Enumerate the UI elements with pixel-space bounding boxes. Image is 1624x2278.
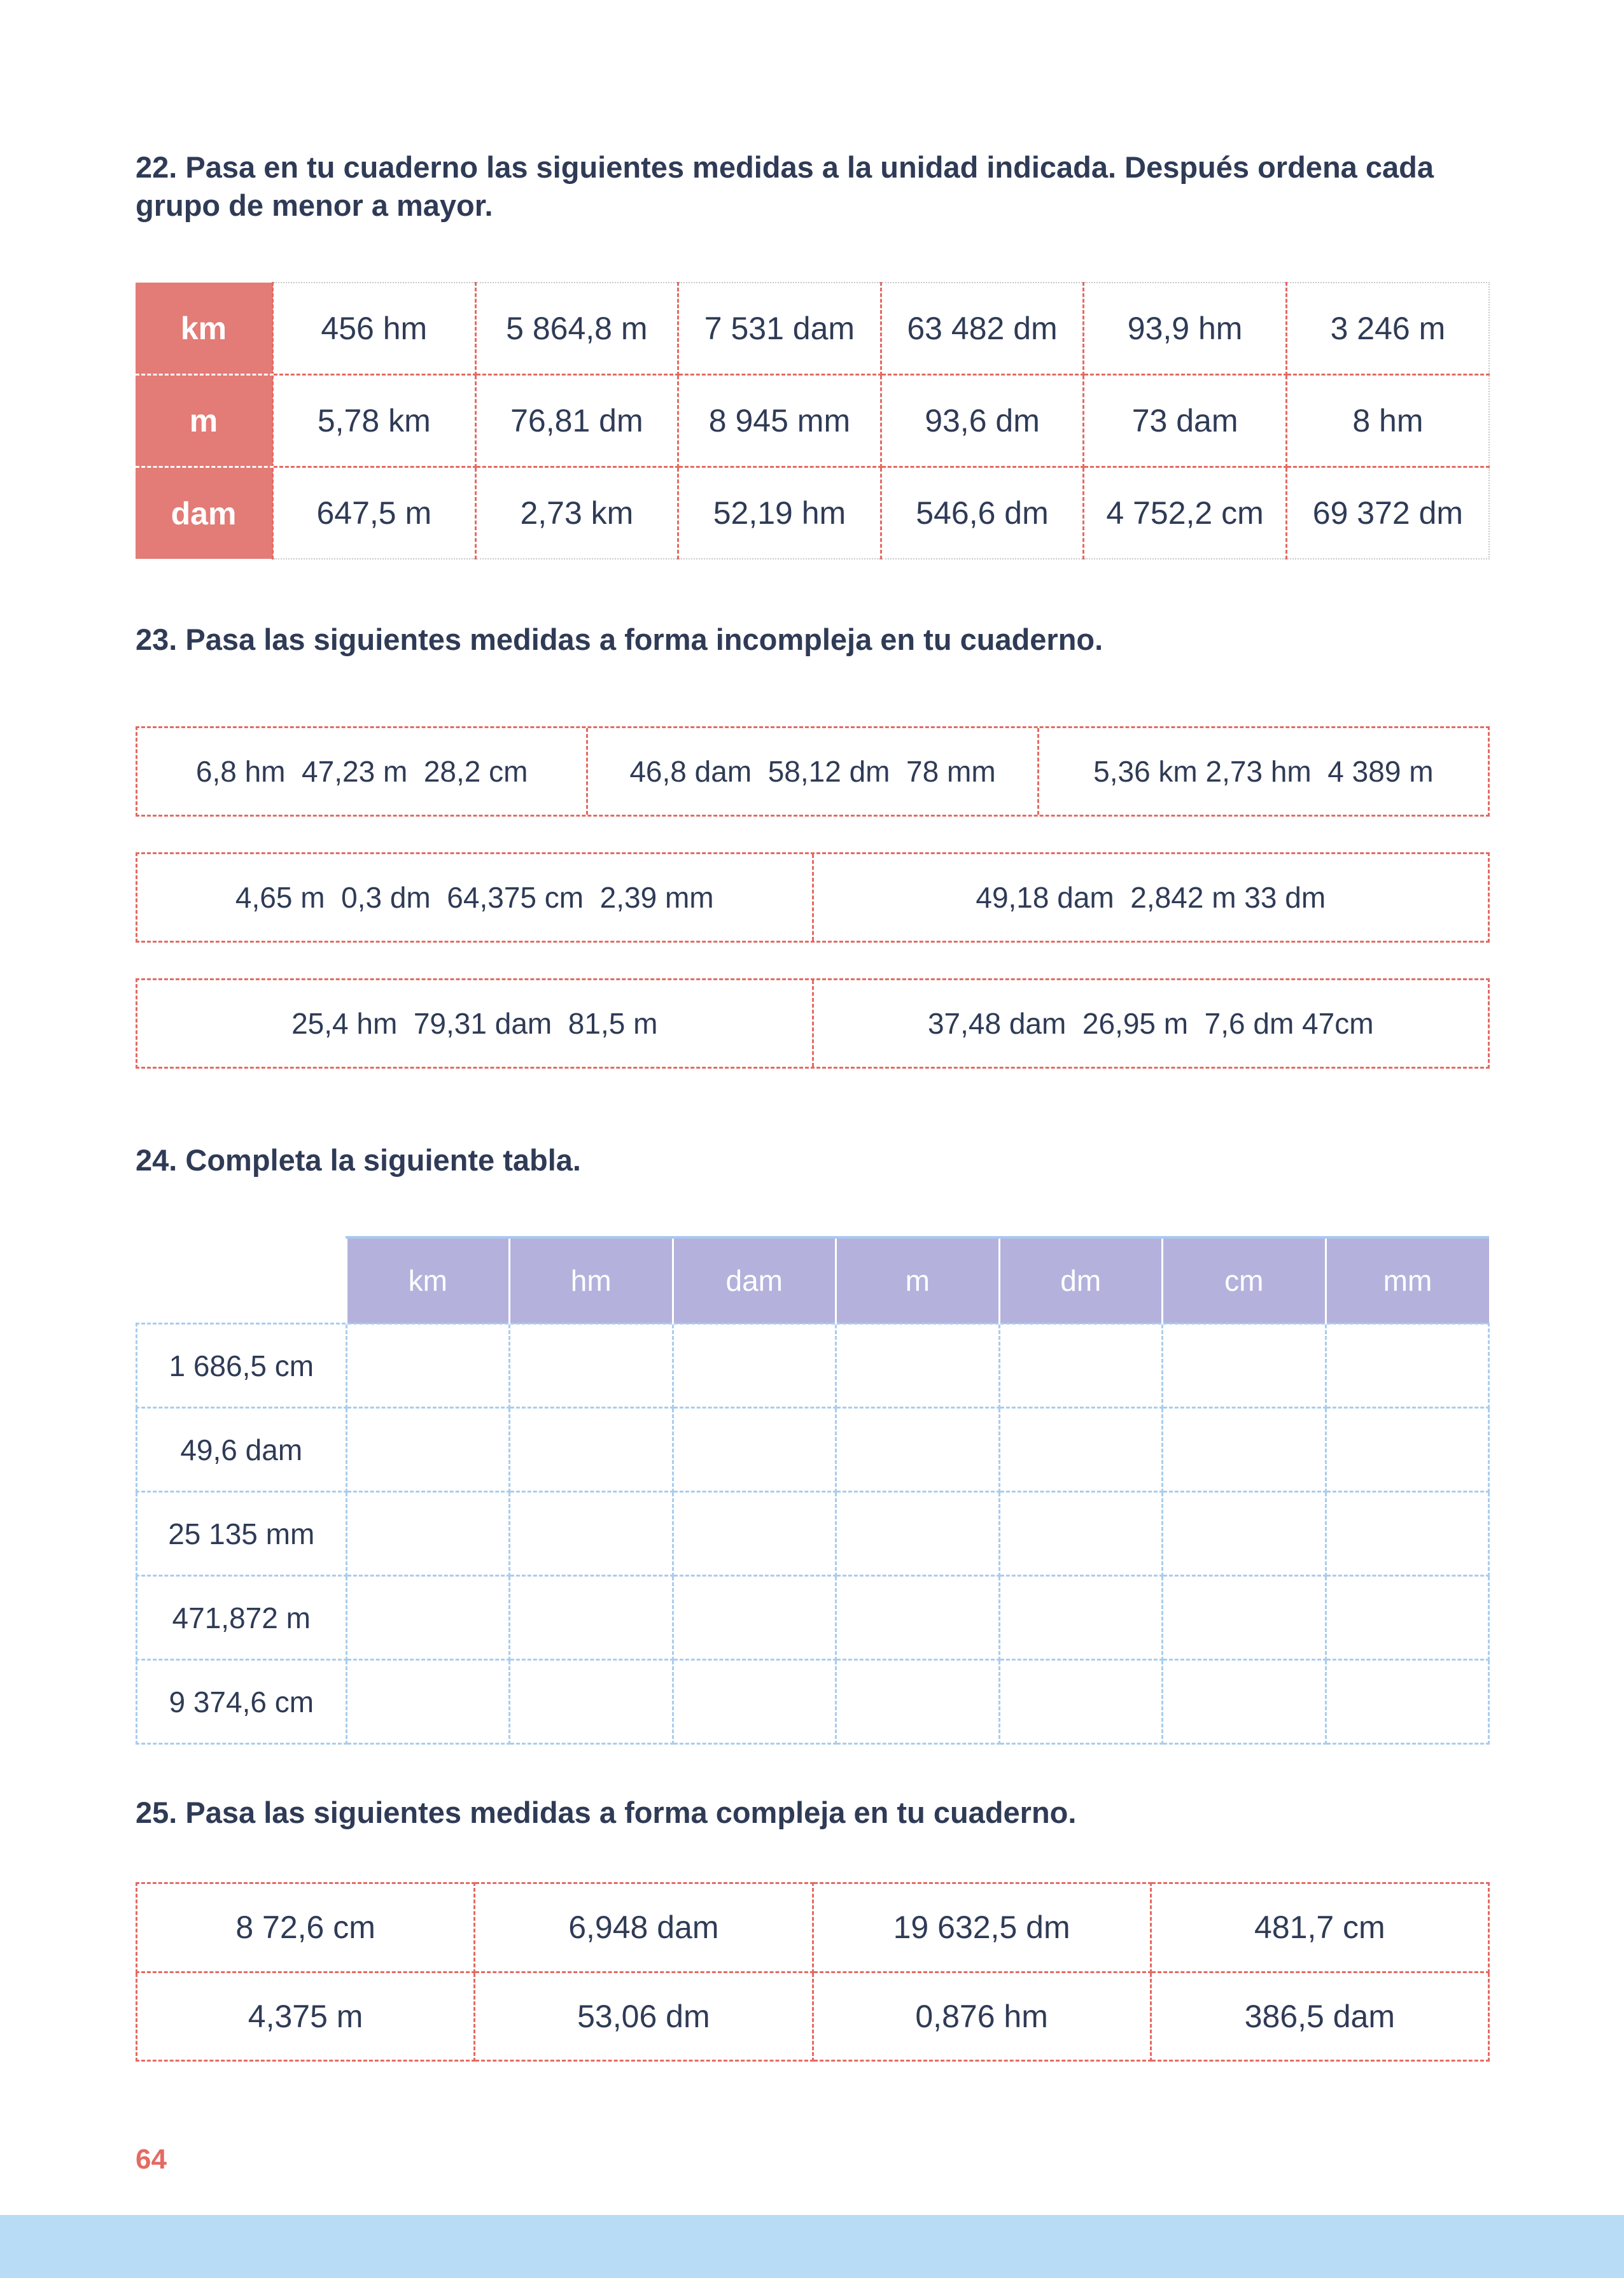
table-row: [136, 375, 1489, 467]
footer-band: [0, 2215, 1624, 2278]
measure-cell: 456 hm: [273, 283, 476, 375]
column-header: mm: [1326, 1237, 1489, 1324]
answer-cell[interactable]: [510, 1576, 673, 1660]
row-label: 9 374,6 cm: [137, 1660, 347, 1744]
exercise-24-table: [136, 1236, 1490, 1745]
exercise-23-box: [136, 852, 1490, 943]
answer-cell[interactable]: [510, 1324, 673, 1408]
measure-cell: 6,948 dam: [475, 1883, 813, 1972]
measure-cell: 2,73 km: [475, 467, 678, 559]
table-header-row: [137, 1237, 1489, 1324]
table-row: [136, 467, 1489, 559]
table-row: [136, 283, 1489, 375]
measure-group: 6,8 hm 47,23 m 28,2 cm: [195, 755, 528, 788]
answer-cell[interactable]: [1163, 1660, 1326, 1744]
answer-cell[interactable]: [836, 1324, 1000, 1408]
answer-cell[interactable]: [1163, 1576, 1326, 1660]
measure-cell: 19 632,5 dm: [813, 1883, 1151, 1972]
measure-group: 37,48 dam 26,95 m 7,6 dm 47cm: [812, 980, 1488, 1067]
measure-cell: 5 864,8 m: [475, 283, 678, 375]
answer-cell[interactable]: [510, 1492, 673, 1576]
measure-group: 5,36 km 2,73 hm 4 389 m: [1037, 728, 1488, 815]
table-row: [137, 1408, 1489, 1492]
measure-cell: 8 72,6 cm: [137, 1883, 475, 1972]
exercise-25-heading: 25. Pasa las siguientes medidas a forma compleja en tu cuaderno.: [136, 1796, 1077, 1829]
answer-cell[interactable]: [673, 1408, 836, 1492]
measure-group: 46,8 dam 58,12 dm 78 mm: [586, 728, 1037, 815]
exercise-23-box: [136, 978, 1490, 1069]
exercise-24-heading: 24. Completa la siguiente tabla.: [136, 1143, 581, 1177]
column-header: dam: [673, 1237, 836, 1324]
answer-cell[interactable]: [1326, 1492, 1489, 1576]
answer-cell[interactable]: [999, 1408, 1163, 1492]
measure-group: 4,65 m 0,3 dm 64,375 cm 2,39 mm: [235, 881, 714, 914]
row-label: 471,872 m: [137, 1576, 347, 1660]
measure-cell: 4 752,2 cm: [1084, 467, 1287, 559]
measure-cell: 93,9 hm: [1084, 283, 1287, 375]
measure-cell: 5,78 km: [273, 375, 476, 467]
measure-cell: 93,6 dm: [881, 375, 1084, 467]
answer-cell[interactable]: [999, 1576, 1163, 1660]
measure-cell: 52,19 hm: [678, 467, 881, 559]
measure-cell: 69 372 dm: [1286, 467, 1489, 559]
measure-cell: 481,7 cm: [1151, 1883, 1488, 1972]
answer-cell[interactable]: [1163, 1324, 1326, 1408]
measure-group: 49,18 dam 2,842 m 33 dm: [812, 854, 1488, 941]
table-row: [137, 1492, 1489, 1576]
answer-cell[interactable]: [836, 1576, 1000, 1660]
answer-cell[interactable]: [346, 1492, 510, 1576]
answer-cell[interactable]: [510, 1408, 673, 1492]
answer-cell[interactable]: [1326, 1324, 1489, 1408]
answer-cell[interactable]: [1163, 1492, 1326, 1576]
unit-cell: m: [136, 375, 273, 467]
page-number: 64: [136, 2144, 167, 2175]
column-header: dm: [999, 1237, 1163, 1324]
measure-cell: 73 dam: [1084, 375, 1287, 467]
measure-cell: 647,5 m: [273, 467, 476, 559]
table-row: [137, 1972, 1489, 2061]
answer-cell[interactable]: [346, 1324, 510, 1408]
column-header: cm: [1163, 1237, 1326, 1324]
unit-cell: km: [136, 283, 273, 375]
answer-cell[interactable]: [346, 1576, 510, 1660]
answer-cell[interactable]: [1163, 1408, 1326, 1492]
measure-cell: 0,876 hm: [813, 1972, 1151, 2061]
exercise-23-box: [136, 726, 1490, 817]
measure-cell: 53,06 dm: [475, 1972, 813, 2061]
table-row: [137, 1576, 1489, 1660]
table-row: [137, 1324, 1489, 1408]
exercise-25-table: [136, 1882, 1490, 2062]
measure-cell: 8 hm: [1286, 375, 1489, 467]
row-label: 25 135 mm: [137, 1492, 347, 1576]
answer-cell[interactable]: [1326, 1408, 1489, 1492]
column-header: hm: [510, 1237, 673, 1324]
answer-cell[interactable]: [346, 1408, 510, 1492]
answer-cell[interactable]: [673, 1324, 836, 1408]
measure-cell: 4,375 m: [137, 1972, 475, 2061]
exercise-22-table: [136, 282, 1490, 559]
row-label: 1 686,5 cm: [137, 1324, 347, 1408]
answer-cell[interactable]: [999, 1660, 1163, 1744]
column-header: m: [836, 1237, 1000, 1324]
answer-cell[interactable]: [836, 1660, 1000, 1744]
answer-cell[interactable]: [673, 1576, 836, 1660]
measure-cell: 386,5 dam: [1151, 1972, 1488, 2061]
answer-cell[interactable]: [836, 1408, 1000, 1492]
exercise-22-heading: 22. Pasa en tu cuaderno las siguientes medidas a la unidad indicada. Después ordena cada grupo de menor a mayor.: [136, 150, 1434, 222]
measure-cell: 7 531 dam: [678, 283, 881, 375]
table-row: [137, 1883, 1489, 1972]
measure-cell: 76,81 dm: [475, 375, 678, 467]
exercise-23-heading: 23. Pasa las siguientes medidas a forma incompleja en tu cuaderno.: [136, 622, 1103, 656]
answer-cell[interactable]: [510, 1660, 673, 1744]
row-label: 49,6 dam: [137, 1408, 347, 1492]
answer-cell[interactable]: [999, 1324, 1163, 1408]
answer-cell[interactable]: [673, 1660, 836, 1744]
unit-cell: dam: [136, 467, 273, 559]
measure-cell: 546,6 dm: [881, 467, 1084, 559]
answer-cell[interactable]: [999, 1492, 1163, 1576]
column-header: km: [346, 1237, 510, 1324]
answer-cell[interactable]: [673, 1492, 836, 1576]
answer-cell[interactable]: [836, 1492, 1000, 1576]
measure-group: 25,4 hm 79,31 dam 81,5 m: [291, 1007, 658, 1040]
measure-cell: 63 482 dm: [881, 283, 1084, 375]
answer-cell[interactable]: [1326, 1576, 1489, 1660]
measure-cell: 3 246 m: [1286, 283, 1489, 375]
table-row: [137, 1660, 1489, 1744]
answer-cell[interactable]: [346, 1660, 510, 1744]
measure-cell: 8 945 mm: [678, 375, 881, 467]
corner-cell: [137, 1237, 347, 1324]
answer-cell[interactable]: [1326, 1660, 1489, 1744]
